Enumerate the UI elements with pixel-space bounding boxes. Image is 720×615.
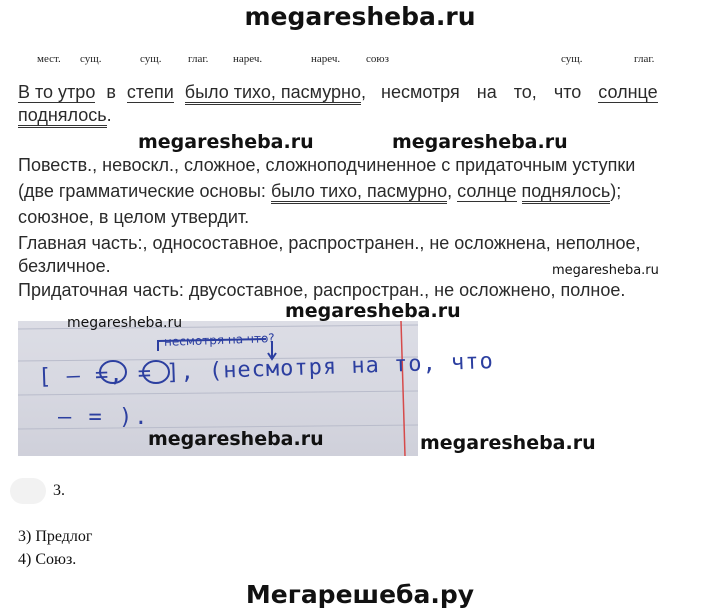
sentence-word: В то утро	[18, 82, 96, 102]
parsed-sentence-line2	[18, 104, 112, 126]
site-header: megaresheba.ru	[244, 2, 476, 31]
sentence-word: на	[476, 82, 497, 102]
pos-label: сущ.	[561, 53, 583, 65]
answer-item: 3) Предлог	[18, 528, 93, 545]
pos-label: союз	[366, 53, 389, 65]
sentence-word: что	[553, 82, 582, 102]
pos-label: глаг.	[634, 53, 655, 65]
analysis-text: );	[610, 181, 622, 201]
analysis-predicate: поднялось	[522, 181, 611, 204]
analysis-subject: солнце	[457, 181, 517, 201]
scheme-note: несмотря на что?	[163, 331, 275, 349]
pos-label: глаг.	[188, 53, 209, 65]
sentence-predicate: поднялось	[18, 105, 107, 128]
watermark: megaresheba.ru	[285, 300, 461, 322]
scheme-line-2: — = ).	[58, 405, 150, 430]
analysis-line: Повеств., невоскл., сложное, сложноподчиненное с придаточным уступки	[18, 155, 636, 175]
watermark: megaresheba.ru	[148, 428, 324, 450]
answer-number: 3.	[53, 482, 65, 499]
watermark: megaresheba.ru	[67, 315, 183, 331]
answer-item: 4) Союз.	[18, 551, 77, 568]
pos-label: нареч.	[311, 53, 341, 65]
scheme-line-1: [ — =, = ], (несмотря на то, что	[37, 349, 495, 390]
sentence-predicate: было тихо, пасмурно	[185, 82, 361, 105]
watermark: megaresheba.ru	[552, 263, 659, 278]
analysis-line: союзное, в целом утвердит.	[18, 207, 250, 227]
sentence-subject: солнце	[598, 82, 658, 102]
analysis-line: Придаточная часть: двусоставное, распростран., не осложнено, полное.	[18, 280, 626, 300]
watermark: megaresheba.ru	[138, 131, 314, 153]
site-footer: Мегарешеба.ру	[245, 580, 475, 609]
analysis-line: безличное.	[18, 256, 111, 276]
blurred-marker	[10, 478, 46, 504]
analysis-text: (две грамматические основы:	[18, 181, 266, 201]
sentence-word: то,	[513, 82, 537, 102]
watermark: megaresheba.ru	[420, 432, 596, 454]
sentence-word: ,	[360, 82, 366, 102]
analysis-text: ,	[447, 181, 453, 201]
watermark: megaresheba.ru	[392, 131, 568, 153]
analysis-predicate: было тихо, пасмурно	[271, 181, 447, 204]
sentence-word: в	[106, 82, 116, 102]
pos-label: сущ.	[80, 53, 102, 65]
sentence-word: степи	[126, 82, 174, 102]
analysis-line	[18, 180, 621, 202]
pos-label: мест.	[37, 53, 61, 65]
pos-label: сущ.	[140, 53, 162, 65]
sentence-word: несмотря	[381, 82, 460, 102]
parsed-sentence-line1	[18, 81, 698, 103]
pos-label: нареч.	[233, 53, 263, 65]
sentence-word: .	[106, 105, 112, 125]
analysis-line: Главная часть:, односоставное, распространен., не осложнена, неполное,	[18, 233, 641, 253]
